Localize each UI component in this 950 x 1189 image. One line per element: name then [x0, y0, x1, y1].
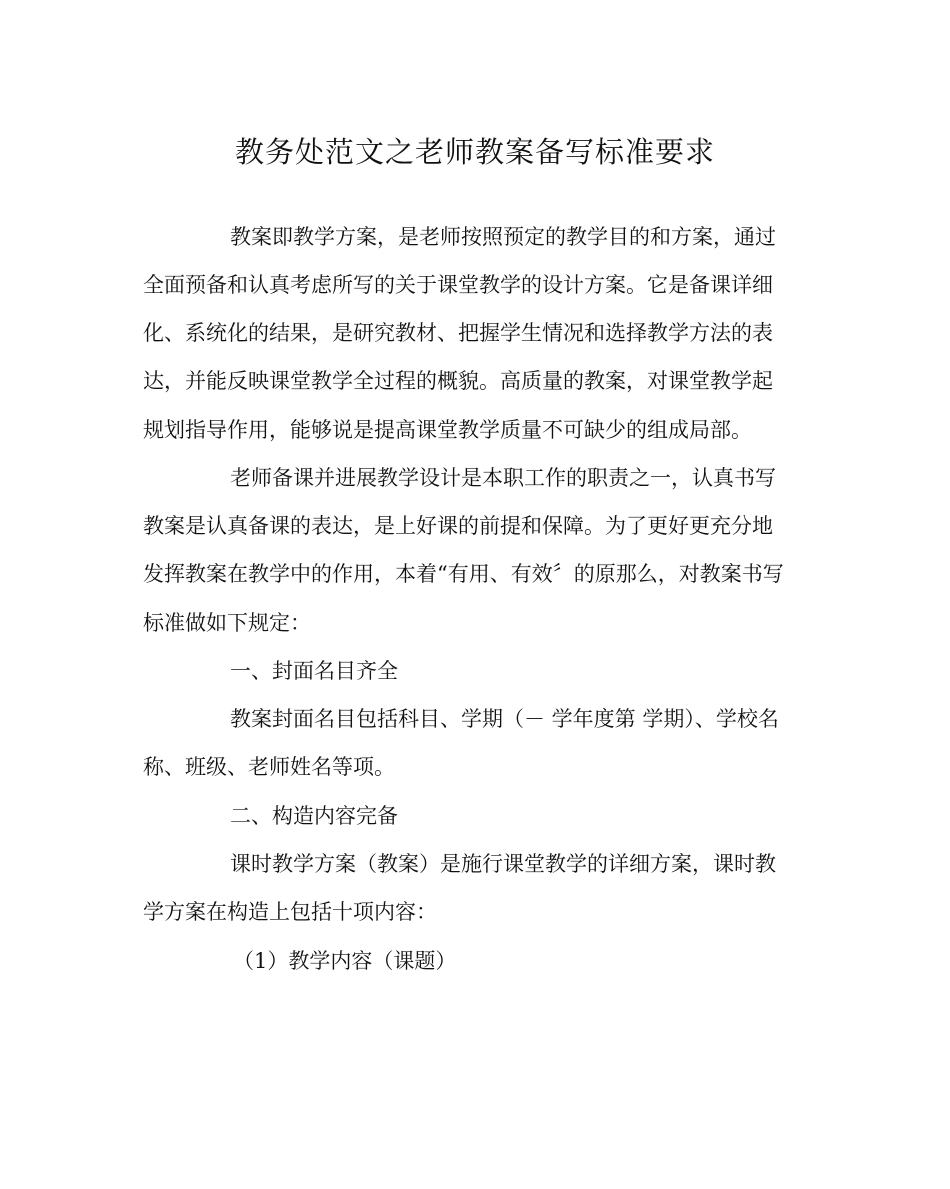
- document-title: 教务处范文之老师教案备写标准要求: [234, 135, 715, 169]
- paragraph-line: 教案是认真备课的表达，是上好课的前提和保障。为了更好更充分地: [143, 514, 773, 538]
- paragraph-line: 规划指导作用，能够说是提高课堂教学质量不可缺少的组成局部。: [143, 418, 752, 442]
- paragraph-line: 标准做如下规定：: [143, 611, 311, 635]
- list-item: （1）教学内容（课题）: [233, 949, 457, 973]
- paragraph-line: 全面预备和认真考虑所写的关于课堂教学的设计方案。它是备课详细: [143, 273, 773, 297]
- paragraph-line: 学方案在构造上包括十项内容：: [143, 900, 437, 924]
- section-heading: 一、封面名目齐全: [230, 659, 398, 683]
- paragraph-line: 教案封面名目包括科目、学期（－ 学年度第 学期）、学校名: [230, 707, 779, 731]
- paragraph-line: 教案即教学方案，是老师按照预定的教学目的和方案，通过: [230, 225, 776, 249]
- paragraph-line: 达，并能反映课堂教学全过程的概貌。高质量的教案，对课堂教学起: [143, 369, 773, 393]
- section-heading: 二、构造内容完备: [230, 804, 398, 828]
- paragraph-line: 化、系统化的结果，是研究教材、把握学生情况和选择教学方法的表: [143, 321, 773, 345]
- paragraph-line: 课时教学方案（教案）是施行课堂教学的详细方案，课时教: [230, 852, 776, 876]
- paragraph-line: 发挥教案在教学中的作用，本着“有用、有效〞的原那么，对教案书写: [143, 562, 784, 586]
- paragraph-line: 老师备课并进展教学设计是本职工作的职责之一，认真书写: [230, 466, 776, 490]
- paragraph-line: 称、班级、老师姓名等项。: [143, 755, 395, 779]
